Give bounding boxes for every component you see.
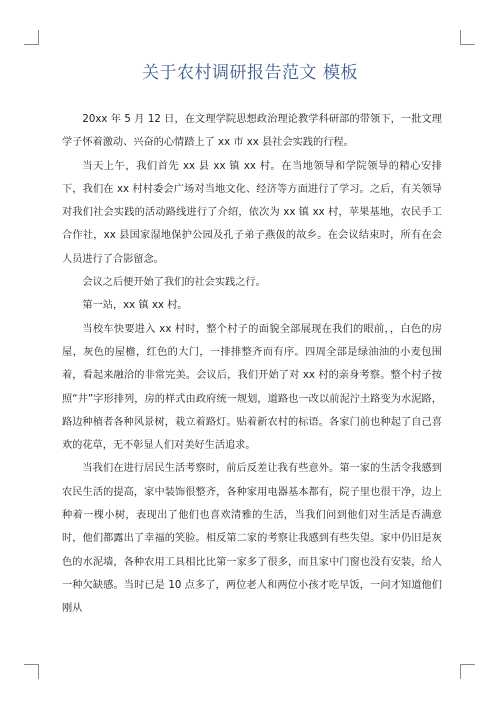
crop-mark-top-right [460, 30, 475, 45]
paragraph: 20xx 年 5 月 12 日，在文理学院思想政治理论教学科研部的带领下，一批文理学子怀着激动、兴奋的心情踏上了 xx 市 xx 县社会实践的行程。 [62, 114, 442, 149]
paragraph: 第一站，xx 镇 xx 村。 [82, 300, 188, 312]
document-title: 关于农村调研报告范文 模板 [142, 63, 358, 83]
paragraph: 当我们在进行居民生活考察时，前后反差让我有些意外。第一家的生活令我感到农民生活的提高，家中装饰很整齐，各种家用电器基本都有，院子里也很干净，边上种着一棵小树，表现出了他们也喜欢清雅的生活，当我们问到他们对生活是否满意时，他们都露出了幸福的笑脸。相反第二家的考察让我感到有些失望。家中仍旧是灰色的水泥墙，各种农用工具相比比第一家多了很多，而且家中门窗也没有安装，给人一种欠缺感。当时已是 10 点多了，两位老人和两位小孩才吃早饭，一问才知道他们刚从 [62, 463, 442, 615]
paragraph: 当天上午，我们首先 xx 县 xx 镇 xx 村。在当地领导和学院领导的精心安排下，我们在 xx 村村委会广场对当地文化、经济等方面进行了学习。之后，有关领导对我们社会实践的活动路线进行了介绍，依次为 xx 镇 xx 村，苹果基地，农民手工合作社，xx 县国家湿地保护公园及孔子弟子燕伋的故乡。在会议结束时，所有在会人员进行了合影留念。 [62, 160, 442, 265]
crop-mark-bottom-left [24, 664, 39, 679]
crop-mark-bottom-right [460, 664, 475, 679]
crop-mark-top-left [24, 30, 39, 45]
document-body [62, 108, 442, 621]
paragraph: 当校车快要进入 xx 村时，整个村子的面貌全部展现在我们的眼前，，白色的房屋，灰色的屋檐，红色的大门，一排排整齐而有序。四周全部是绿油油的小麦包围着，看起来融洽的非常完美。会议后，我们开始了对 xx 村的亲身考察。整个村子按照“井”字形排列，房的样式由政府统一规划，道路也一改以前泥泞土路变为水泥路，路边种植者各种风景树，栽立着路灯。贴着新农村的标语。各家门前也种起了自己喜欢的花草，无不彰显人们对美好生活追求。 [62, 323, 442, 452]
paragraph: 会议之后便开始了我们的社会实践之行。 [82, 277, 266, 289]
